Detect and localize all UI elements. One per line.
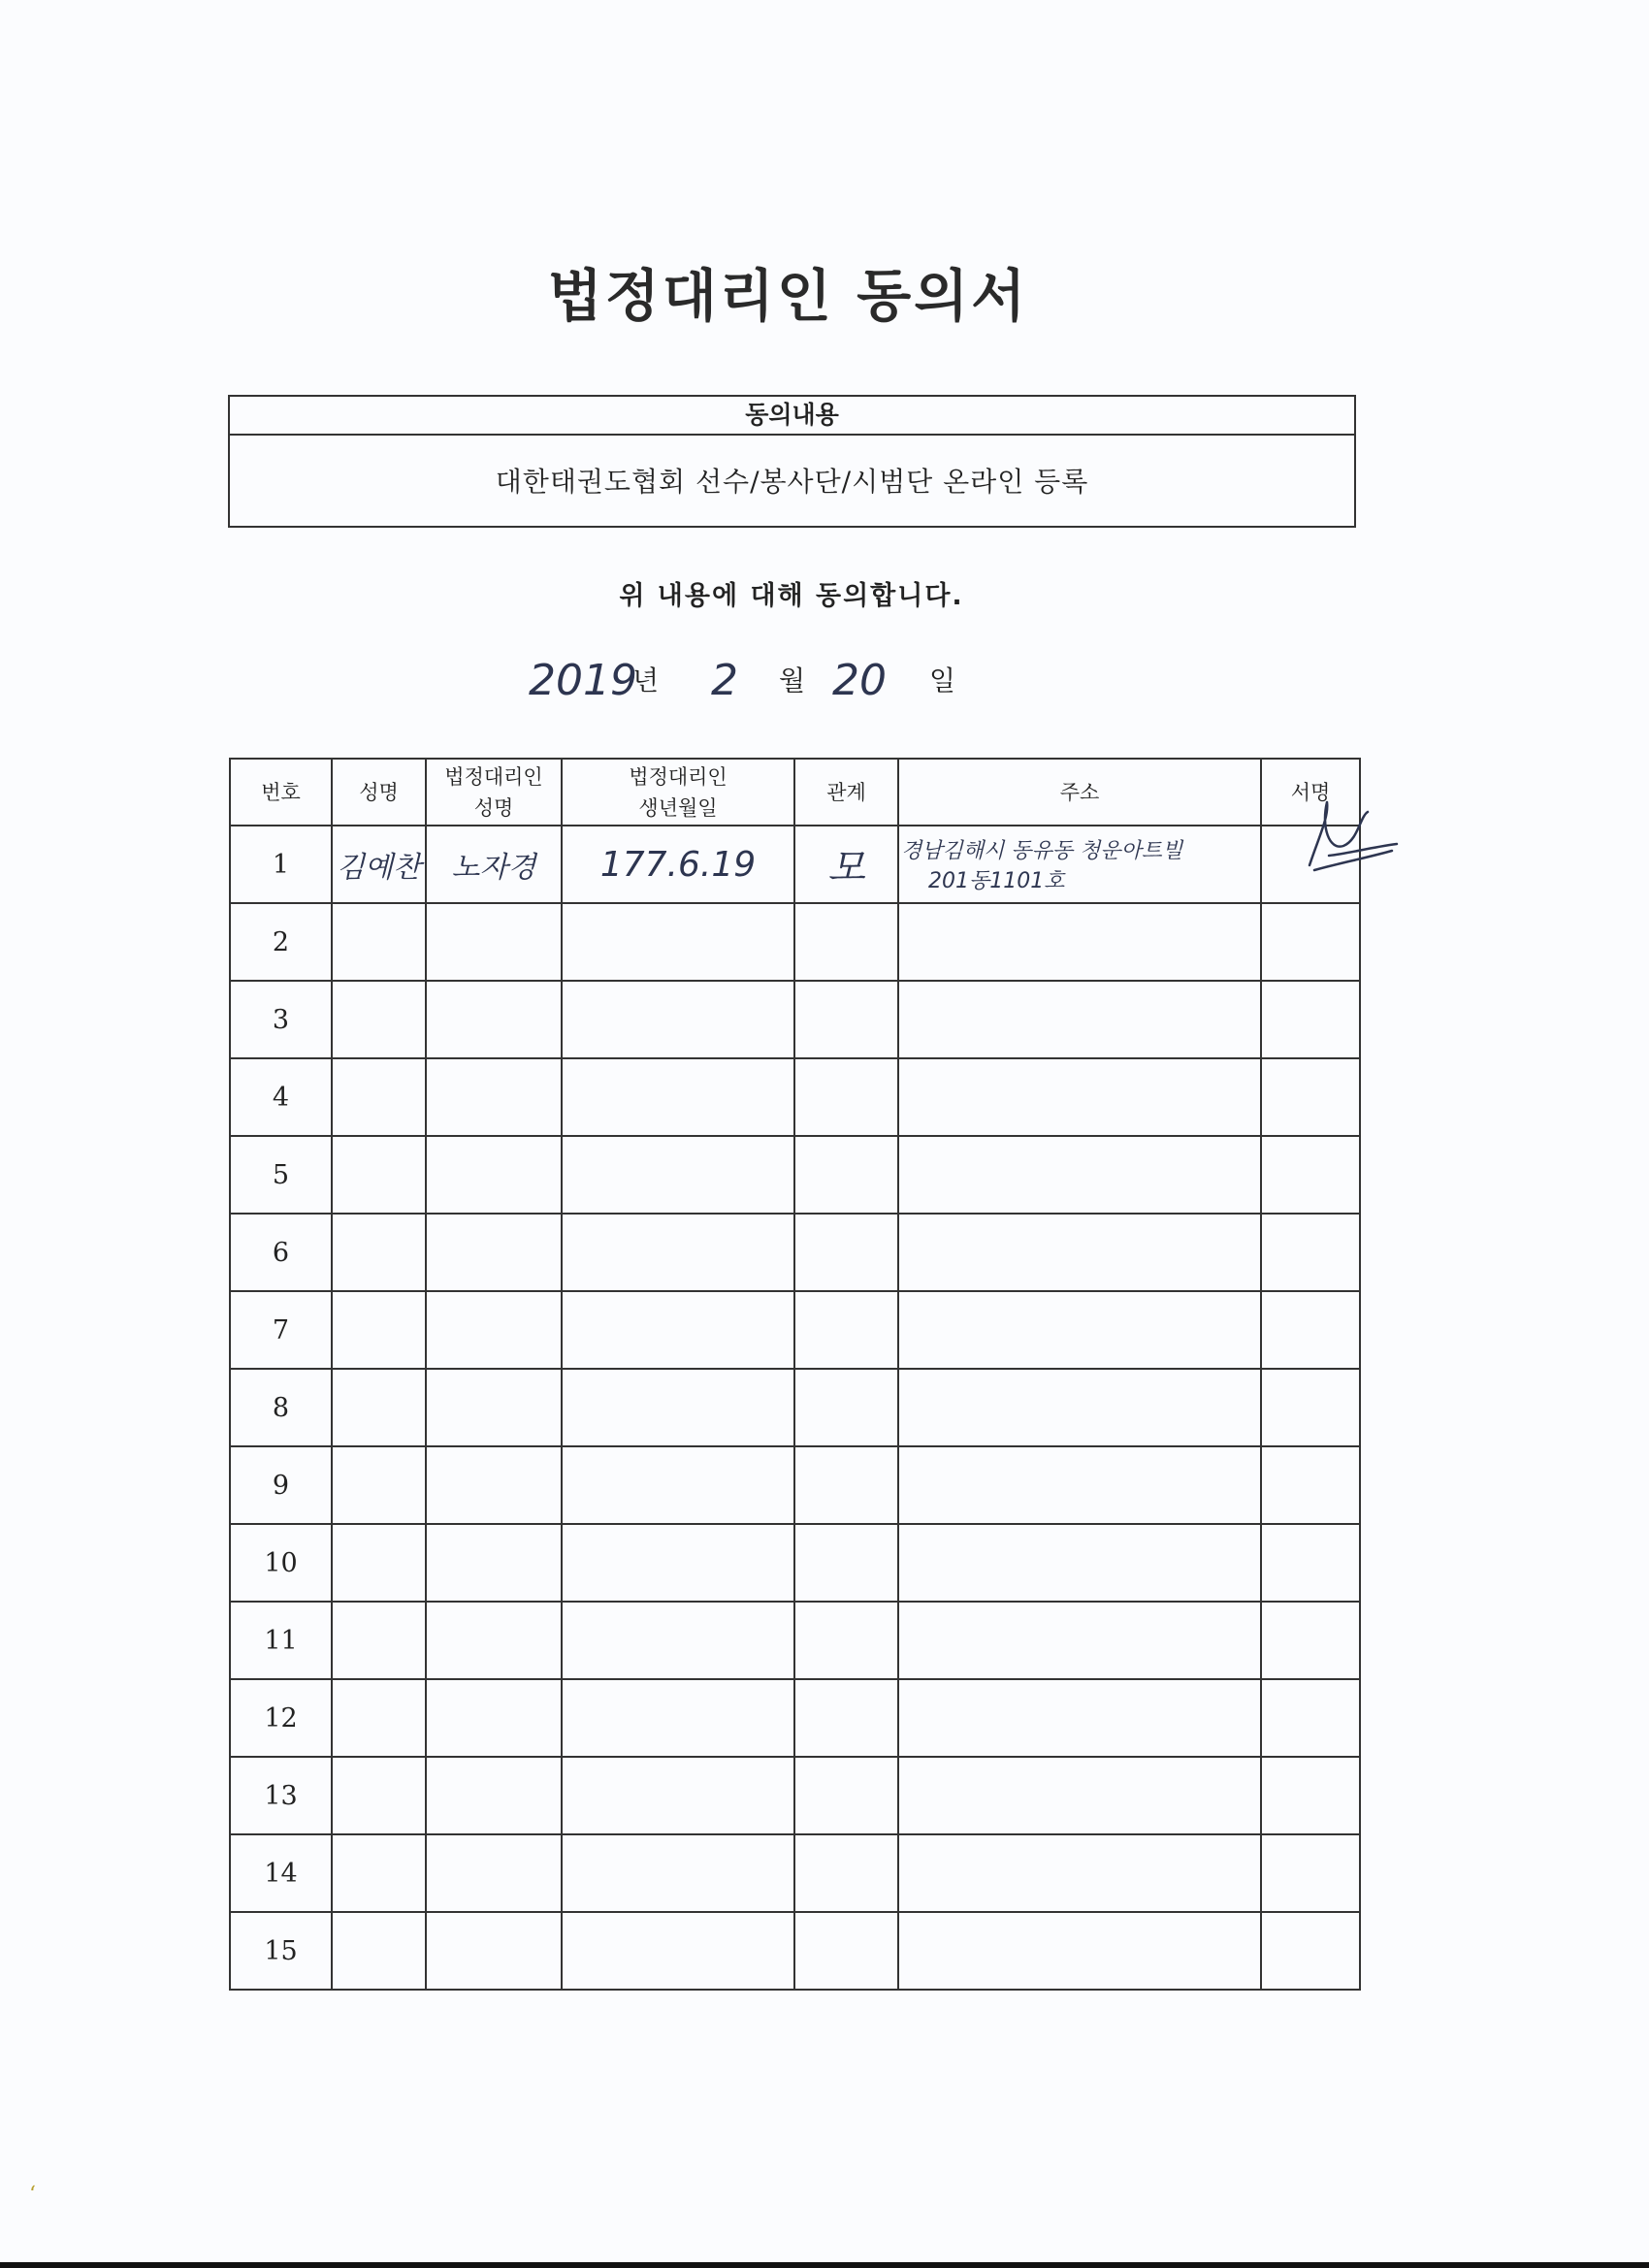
row-address-cell	[898, 826, 1261, 903]
table-row	[230, 903, 1360, 981]
date-year-handwritten: 2019	[529, 656, 637, 705]
header-guardian-birth-line1: 법정대리인	[629, 764, 728, 789]
row-number: 8	[230, 1369, 332, 1446]
header-guardian-birth-line2: 생년월일	[638, 795, 718, 820]
row-number: 10	[230, 1524, 332, 1602]
row-number: 9	[230, 1446, 332, 1524]
row-number: 5	[230, 1136, 332, 1214]
consent-text: 대한태권도협회 선수/봉사단/시범단 온라인 등록	[495, 466, 1089, 498]
consent-box	[228, 395, 1356, 528]
header-name: 성명	[332, 759, 426, 826]
stray-mark: ʻ	[29, 2183, 36, 2207]
header-guardian-name-line2: 성명	[473, 795, 514, 820]
row-number: 6	[230, 1214, 332, 1291]
row-guardian-name-handwritten: 노자경	[451, 851, 536, 885]
date-month-handwritten: 2	[711, 656, 738, 705]
header-guardian-name-line1: 법정대리인	[444, 764, 543, 789]
row-guardian-name-cell	[426, 826, 562, 903]
date-month-label: 월	[779, 664, 806, 697]
table-row	[230, 1446, 1360, 1524]
row-number: 1	[230, 826, 332, 903]
row-number: 3	[230, 981, 332, 1058]
row-relation-handwritten: 모	[827, 845, 865, 891]
table-row	[230, 1834, 1360, 1912]
table-row	[230, 1136, 1360, 1214]
table-row	[230, 1757, 1360, 1834]
row-relation-cell	[794, 826, 898, 903]
agreement-statement: 위 내용에 대해 동의합니다.	[619, 581, 964, 611]
row-address-line1-handwritten: 경남김해시 동유동 청운아트빌	[901, 839, 1183, 863]
row-number: 7	[230, 1291, 332, 1369]
handwritten-signature	[1300, 797, 1406, 885]
table-row	[230, 1524, 1360, 1602]
table-row	[230, 826, 1360, 903]
header-address: 주소	[898, 759, 1261, 826]
header-guardian-name	[426, 759, 562, 826]
row-number: 2	[230, 903, 332, 981]
header-guardian-birth	[562, 759, 794, 826]
date-day-label: 일	[929, 664, 956, 697]
scan-edge	[0, 2262, 1649, 2268]
table-row	[230, 1679, 1360, 1757]
table-row	[230, 1058, 1360, 1136]
header-relation: 관계	[794, 759, 898, 826]
row-number: 4	[230, 1058, 332, 1136]
table-row	[230, 1291, 1360, 1369]
row-number: 12	[230, 1679, 332, 1757]
table-row	[230, 981, 1360, 1058]
row-address-line2-handwritten: 201동1101호	[928, 869, 1065, 893]
row-name-cell	[332, 826, 426, 903]
row-number: 13	[230, 1757, 332, 1834]
consent-header: 동의내용	[230, 397, 1354, 436]
header-signature: 서명	[1261, 759, 1360, 826]
table-row	[230, 1369, 1360, 1446]
table-header-row	[230, 759, 1360, 826]
row-number: 14	[230, 1834, 332, 1912]
row-guardian-birth-handwritten: 177.6.19	[599, 844, 757, 885]
table-row	[230, 1602, 1360, 1679]
document-title: 법정대리인 동의서	[547, 263, 1029, 329]
row-name-handwritten: 김예찬	[337, 851, 421, 885]
date-line	[0, 652, 1649, 720]
date-year-label: 년	[632, 664, 660, 697]
header-number: 번호	[230, 759, 332, 826]
row-number: 15	[230, 1912, 332, 1990]
date-day-handwritten: 20	[832, 656, 887, 705]
table-row	[230, 1214, 1360, 1291]
registration-table	[229, 758, 1361, 1991]
row-guardian-birth-cell	[562, 826, 794, 903]
table-row	[230, 1912, 1360, 1990]
row-number: 11	[230, 1602, 332, 1679]
